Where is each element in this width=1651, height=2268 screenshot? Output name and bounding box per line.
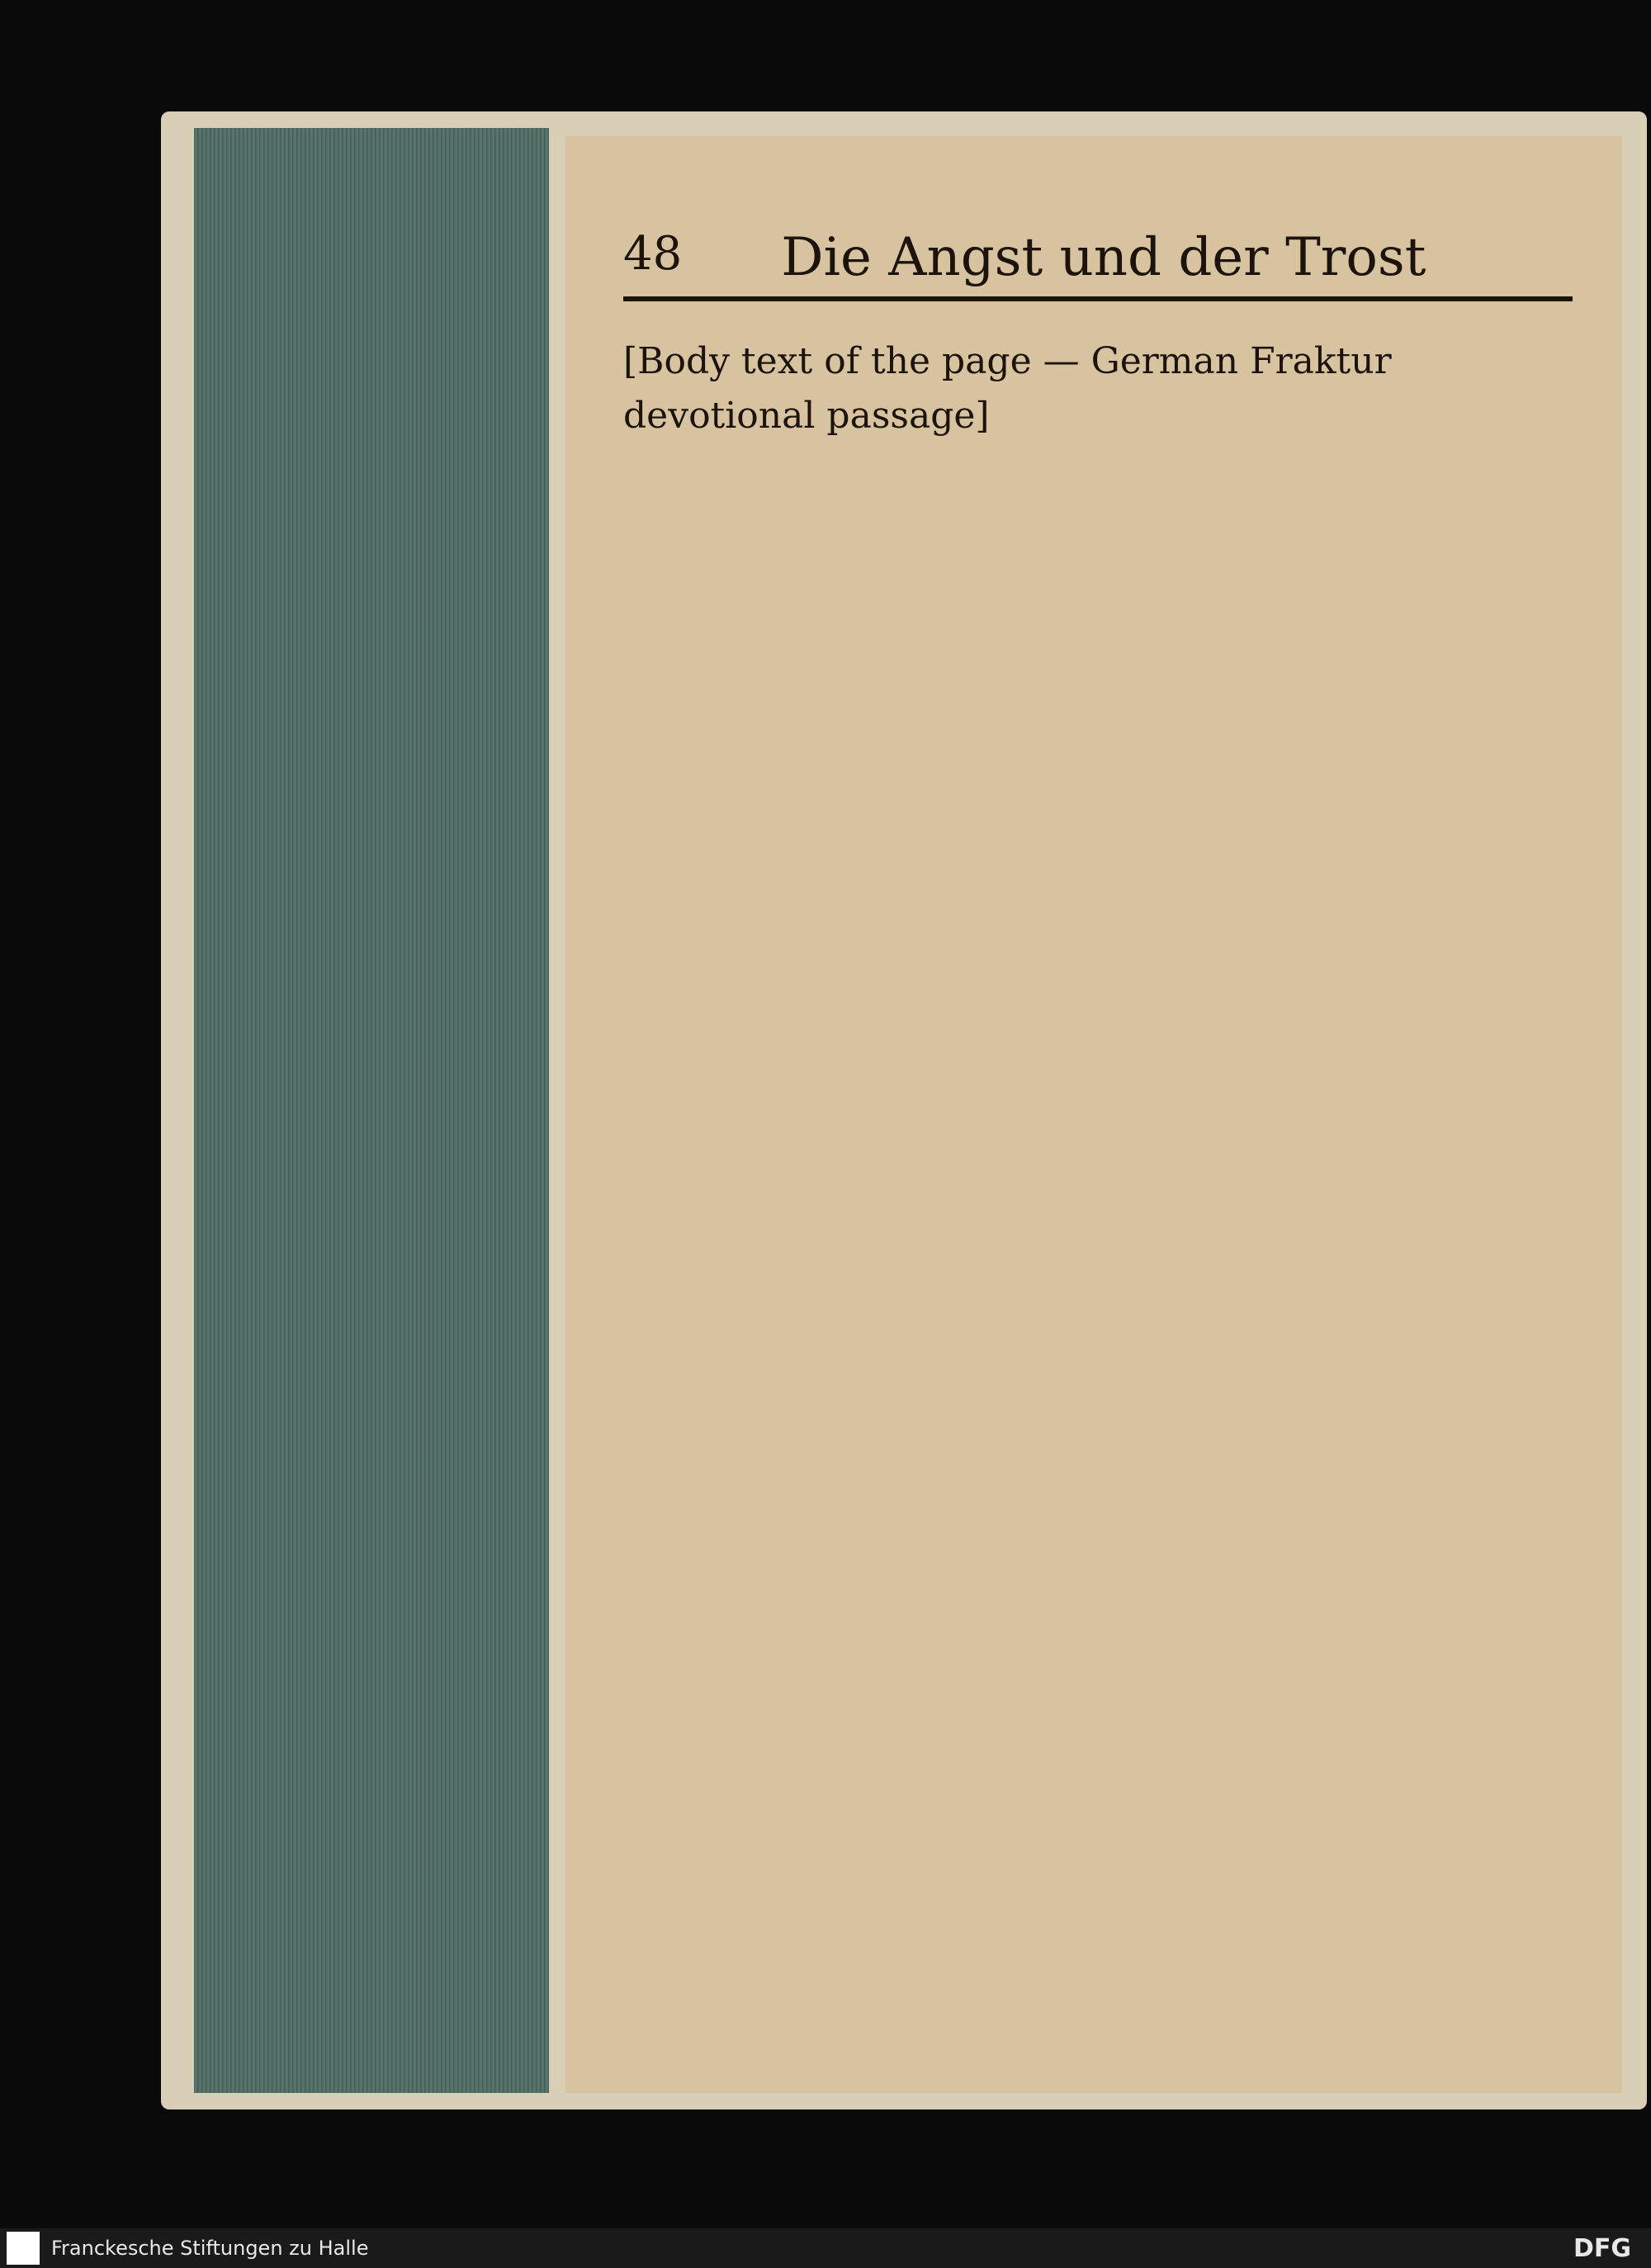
institution-logo-icon (7, 2232, 40, 2265)
book-page (565, 136, 1622, 2093)
page-body: [Body text of the page — German Fraktur devotional passage] (623, 340, 1392, 437)
dfg-badge: DFG (1573, 2233, 1631, 2263)
book (161, 111, 1647, 2109)
page-number: 48 (623, 227, 683, 281)
page-header (623, 227, 1573, 301)
running-title: Die Angst und der Trost (781, 227, 1426, 288)
footer-bar (0, 2228, 1651, 2268)
institution-name: Franckesche Stiftungen zu Halle (51, 2237, 369, 2260)
book-edge (194, 128, 549, 2093)
